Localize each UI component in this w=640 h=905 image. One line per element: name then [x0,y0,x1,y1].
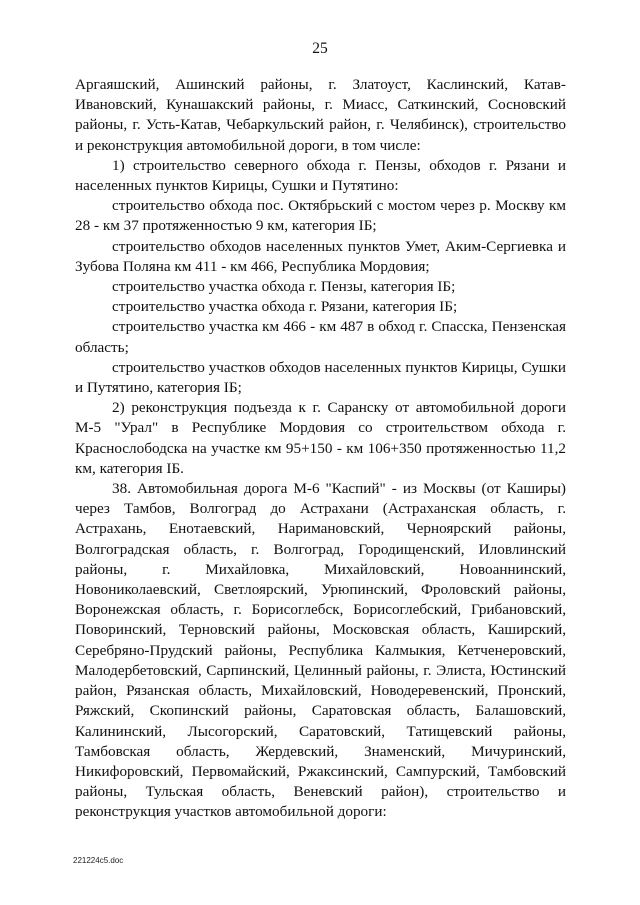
paragraph-item-1: 1) строительство северного обхода г. Пензы, обходов г. Рязани и населенных пунктов Кирицы, Сушки и Путятино: [75,156,566,195]
paragraph-continuation: Аргаяшский, Ашинский районы, г. Златоуст, Каслинский, Катав-Ивановский, Кунашакский районы, г. Миасс, Саткинский, Сосновский районы, г. Усть-Катав, Чебаркульский район, г. Челябинск), строительство и реконструкция автомобильной дороги, в том числе: [75,76,566,154]
paragraph-item-38: 38. Автомобильная дорога М-6 "Каспий" - из Москвы (от Каширы) через Тамбов, Волгоград до Астрахани (Астраханская область, г. Астрахань, Енотаевский, Наримановский, Черноярский районы, Волгоградская область, г. Волгоград, Городищенский, Иловлинский районы, г. Михайловка, Михайловский, Новоаннинский, Новониколаевский, Светлоярский, Урюпинский, Фроловский районы, Воронежская область, г. Борисоглебск, Борисоглебский, Грибановский, Поворинский, Терновский районы, Московская область, Каширский, Серебряно-Прудский районы, Республика Калмыкия, Кетченеровский, Малодербетовский, Сарпинский, Целинный районы, г. Элиста, Юстинский район, Рязанская область, Михайловский, Новодеревенский, Пронский, Ряжский, Скопинский районы, Саратовская область, Балашовский, Калининский, Лысогорский, Саратовский, Татищевский районы, Тамбовская область, Жердевский, Знаменский, Мичуринский, Никифоровский, Первомайский, Ржаксинский, Сампурский, Тамбовский районы, Тульская область, Веневский район), строительство и реконструкция участков автомобильной дороги: [75,480,566,821]
paragraph-spassk-section: строительство участка км 466 - км 487 в обход г. Спасска, Пензенская область; [75,318,566,356]
page-number: 25 [312,40,328,57]
paragraph-oktyabrsky-bypass: строительство обхода пос. Октябрьский с мостом через р. Москву км 28 - км 37 протяженностью 9 км, категория IБ; [75,197,566,235]
paragraph-kiritsy-bypass: строительство участков обходов населенных пунктов Кирицы, Сушки и Путятино, категория IБ; [75,358,566,397]
paragraph-ryazan-section: строительство участка обхода г. Рязани, категория IБ; [112,298,458,316]
paragraph-item-2: 2) реконструкция подъезда к г. Саранску от автомобильной дороги М-5 "Урал" в Республике Мордовия со строительством обхода г. Краснослободска на участке км 95+150 - км 106+350 протяженностью 11,2 км, категория IБ. [75,399,566,477]
paragraph-umet-bypass: строительство обходов населенных пунктов Умет, Аким-Сергиевка и Зубова Поляна км 411 - км 466, Республика Мордовия; [75,237,566,275]
document-body [75,75,566,823]
paragraph-penza-section: строительство участка обхода г. Пензы, категория IБ; [112,278,456,296]
file-name-footer: 221224c5.doc [73,856,124,865]
